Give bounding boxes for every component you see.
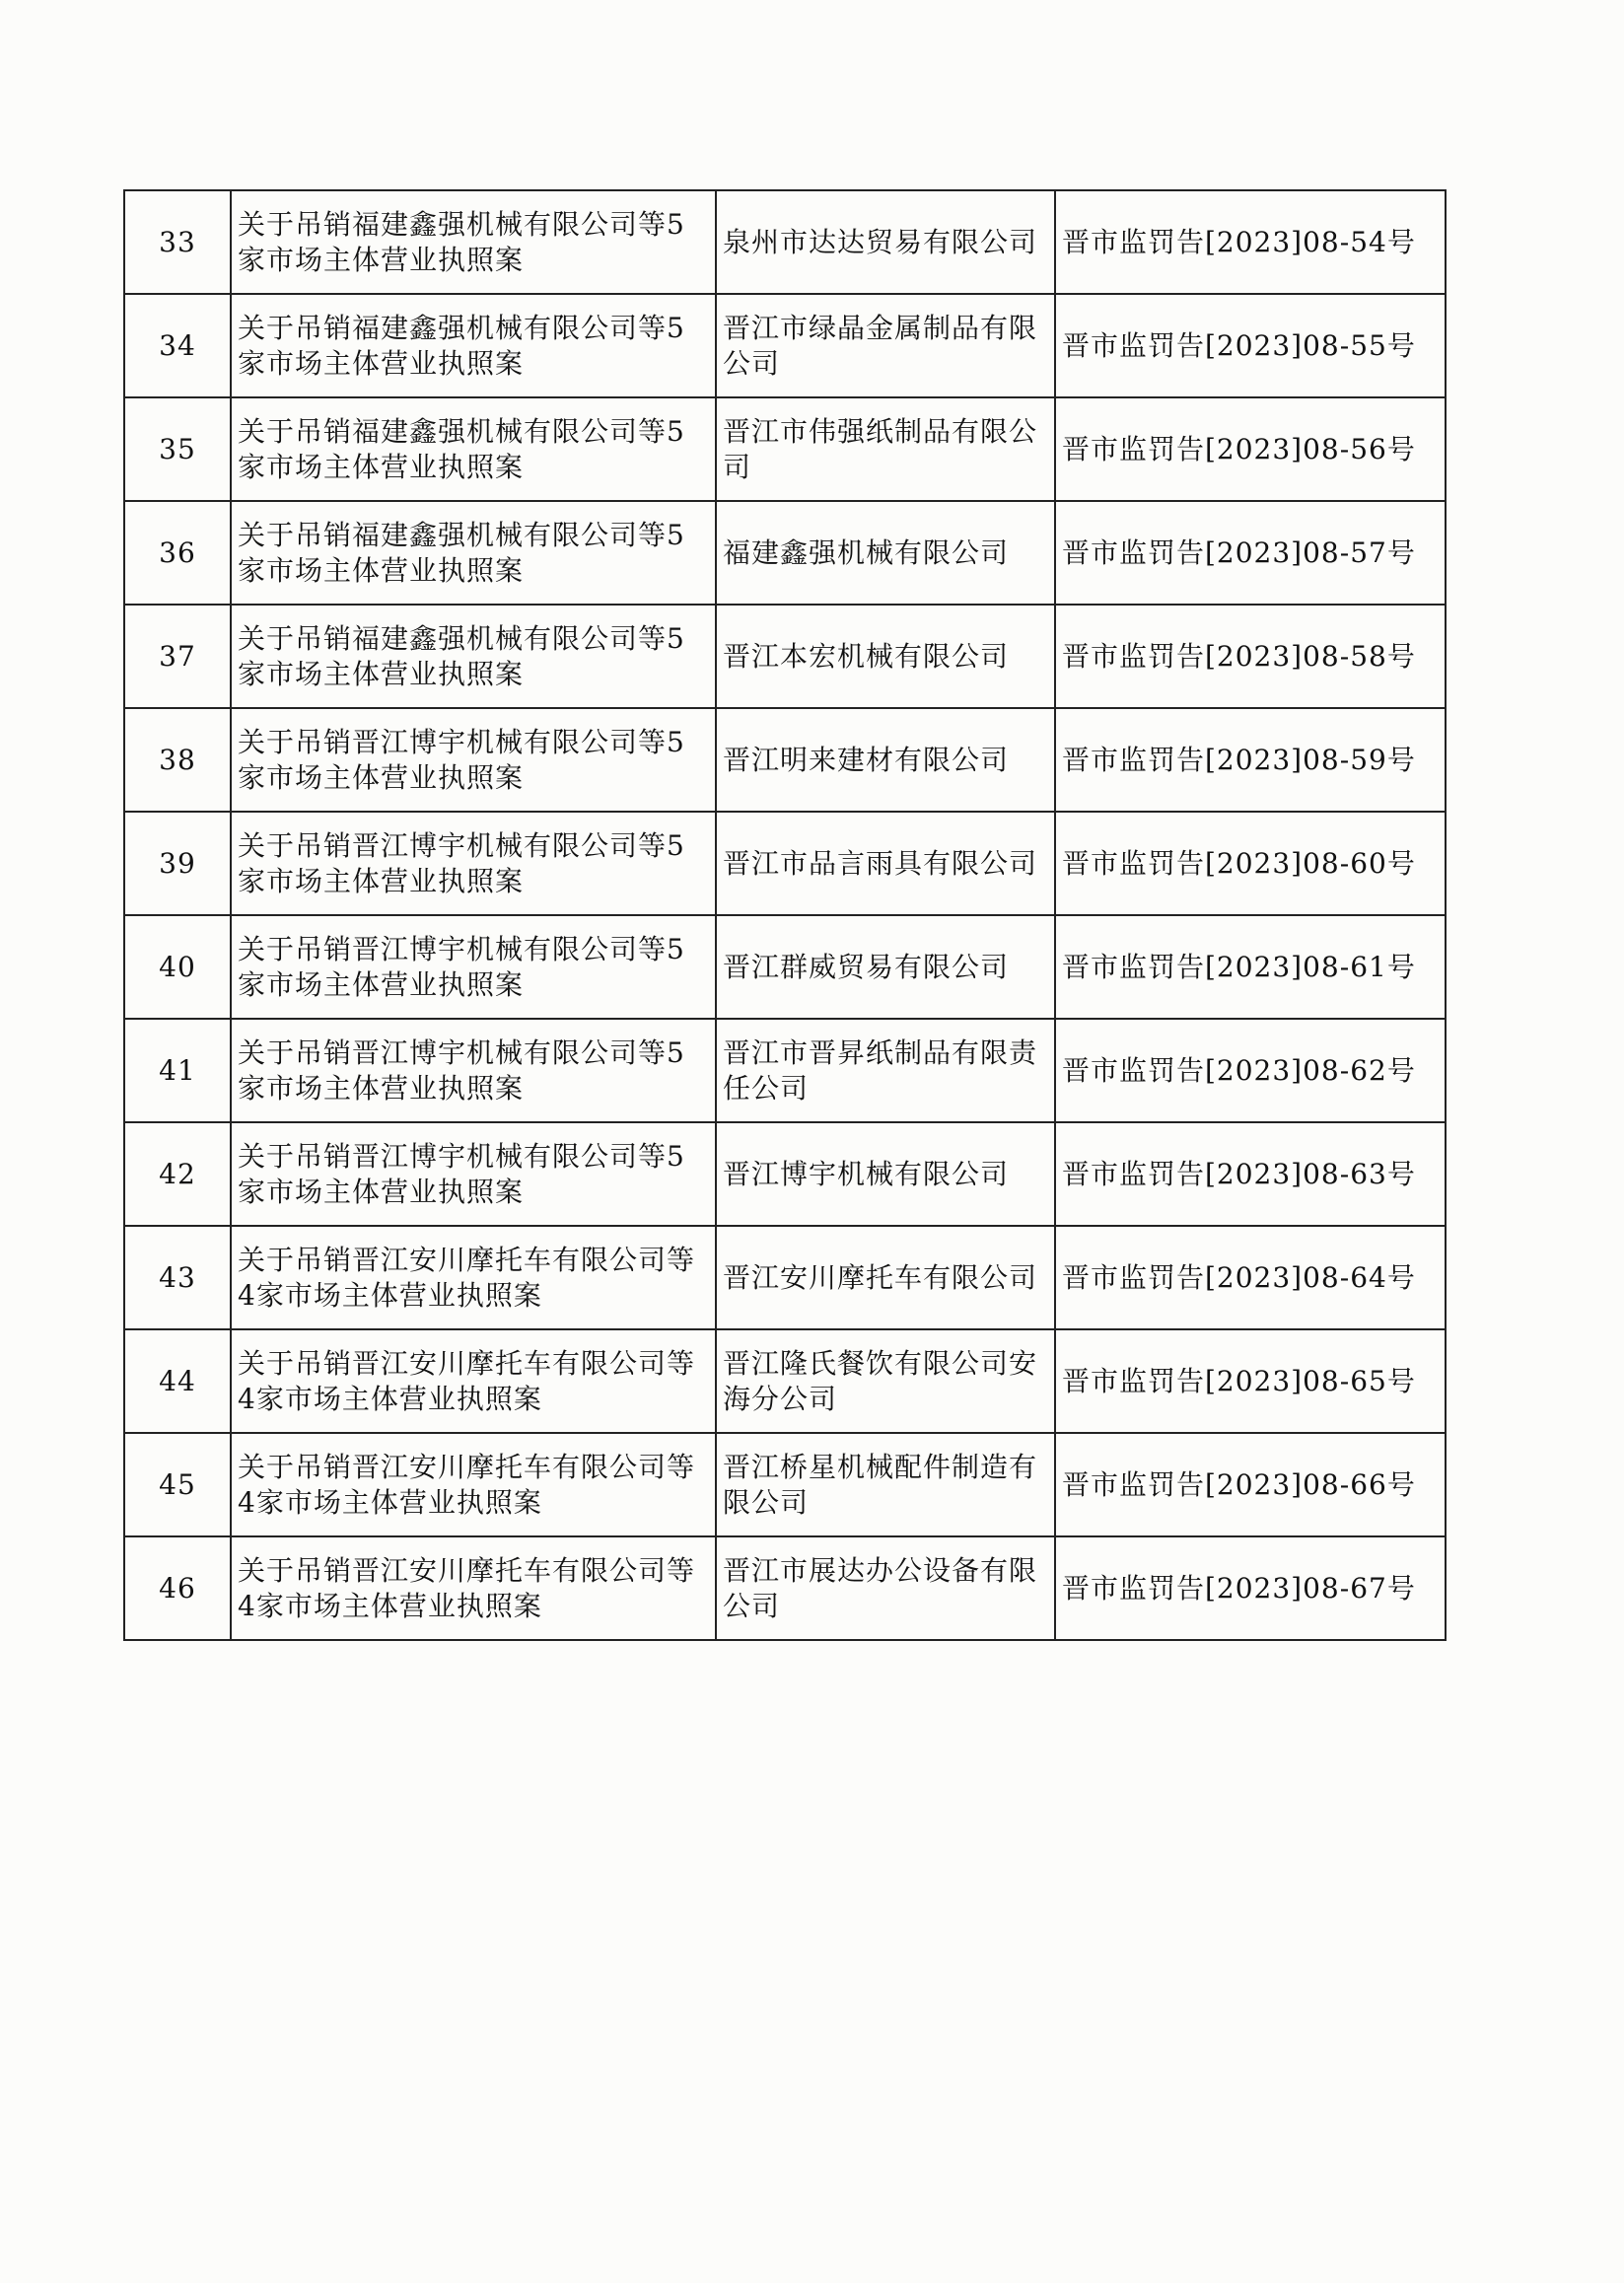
table-row (124, 708, 1446, 812)
document-number: 晋市监罚告[2023]08-60号 (1055, 812, 1446, 915)
row-number: 36 (124, 501, 231, 605)
table-row (124, 812, 1446, 915)
table-row (124, 1536, 1446, 1640)
document-number: 晋市监罚告[2023]08-67号 (1055, 1536, 1446, 1640)
row-number: 37 (124, 605, 231, 708)
document-number: 晋市监罚告[2023]08-55号 (1055, 294, 1446, 397)
party-name: 泉州市达达贸易有限公司 (716, 190, 1055, 294)
party-name: 晋江市品言雨具有限公司 (716, 812, 1055, 915)
table-row (124, 1122, 1446, 1226)
document-number: 晋市监罚告[2023]08-57号 (1055, 501, 1446, 605)
table-row (124, 1019, 1446, 1122)
row-number: 41 (124, 1019, 231, 1122)
table-row (124, 501, 1446, 605)
case-name: 关于吊销晋江博宇机械有限公司等5家市场主体营业执照案 (231, 1122, 716, 1226)
case-name: 关于吊销福建鑫强机械有限公司等5家市场主体营业执照案 (231, 501, 716, 605)
row-number: 44 (124, 1329, 231, 1433)
row-number: 40 (124, 915, 231, 1019)
document-number: 晋市监罚告[2023]08-63号 (1055, 1122, 1446, 1226)
party-name: 晋江隆氏餐饮有限公司安海分公司 (716, 1329, 1055, 1433)
table-row (124, 397, 1446, 501)
table-row (124, 915, 1446, 1019)
case-name: 关于吊销晋江博宇机械有限公司等5家市场主体营业执照案 (231, 812, 716, 915)
row-number: 45 (124, 1433, 231, 1536)
row-number: 42 (124, 1122, 231, 1226)
row-number: 33 (124, 190, 231, 294)
party-name: 晋江市伟强纸制品有限公司 (716, 397, 1055, 501)
document-number: 晋市监罚告[2023]08-59号 (1055, 708, 1446, 812)
case-name: 关于吊销福建鑫强机械有限公司等5家市场主体营业执照案 (231, 397, 716, 501)
table-row (124, 1226, 1446, 1329)
case-name: 关于吊销晋江安川摩托车有限公司等4家市场主体营业执照案 (231, 1226, 716, 1329)
party-name: 福建鑫强机械有限公司 (716, 501, 1055, 605)
case-name: 关于吊销晋江博宇机械有限公司等5家市场主体营业执照案 (231, 1019, 716, 1122)
document-number: 晋市监罚告[2023]08-65号 (1055, 1329, 1446, 1433)
document-number: 晋市监罚告[2023]08-62号 (1055, 1019, 1446, 1122)
table-row (124, 605, 1446, 708)
row-number: 46 (124, 1536, 231, 1640)
document-number: 晋市监罚告[2023]08-61号 (1055, 915, 1446, 1019)
table-row (124, 294, 1446, 397)
row-number: 34 (124, 294, 231, 397)
row-number: 38 (124, 708, 231, 812)
table-row (124, 1329, 1446, 1433)
party-name: 晋江安川摩托车有限公司 (716, 1226, 1055, 1329)
row-number: 39 (124, 812, 231, 915)
table-row (124, 190, 1446, 294)
case-name: 关于吊销晋江安川摩托车有限公司等4家市场主体营业执照案 (231, 1329, 716, 1433)
document-number: 晋市监罚告[2023]08-66号 (1055, 1433, 1446, 1536)
document-number: 晋市监罚告[2023]08-56号 (1055, 397, 1446, 501)
party-name: 晋江市绿晶金属制品有限公司 (716, 294, 1055, 397)
party-name: 晋江本宏机械有限公司 (716, 605, 1055, 708)
party-name: 晋江桥星机械配件制造有限公司 (716, 1433, 1055, 1536)
party-name: 晋江明来建材有限公司 (716, 708, 1055, 812)
party-name: 晋江市晋昇纸制品有限责任公司 (716, 1019, 1055, 1122)
party-name: 晋江博宇机械有限公司 (716, 1122, 1055, 1226)
case-name: 关于吊销晋江安川摩托车有限公司等4家市场主体营业执照案 (231, 1433, 716, 1536)
case-name: 关于吊销晋江博宇机械有限公司等5家市场主体营业执照案 (231, 708, 716, 812)
case-name: 关于吊销福建鑫强机械有限公司等5家市场主体营业执照案 (231, 190, 716, 294)
document-number: 晋市监罚告[2023]08-64号 (1055, 1226, 1446, 1329)
table-body (124, 190, 1446, 1640)
case-name: 关于吊销晋江博宇机械有限公司等5家市场主体营业执照案 (231, 915, 716, 1019)
case-name: 关于吊销福建鑫强机械有限公司等5家市场主体营业执照案 (231, 294, 716, 397)
table-row (124, 1433, 1446, 1536)
document-number: 晋市监罚告[2023]08-54号 (1055, 190, 1446, 294)
row-number: 43 (124, 1226, 231, 1329)
row-number: 35 (124, 397, 231, 501)
case-name: 关于吊销福建鑫强机械有限公司等5家市场主体营业执照案 (231, 605, 716, 708)
case-name: 关于吊销晋江安川摩托车有限公司等4家市场主体营业执照案 (231, 1536, 716, 1640)
party-name: 晋江群威贸易有限公司 (716, 915, 1055, 1019)
penalty-notice-table (123, 189, 1447, 1641)
party-name: 晋江市展达办公设备有限公司 (716, 1536, 1055, 1640)
document-number: 晋市监罚告[2023]08-58号 (1055, 605, 1446, 708)
